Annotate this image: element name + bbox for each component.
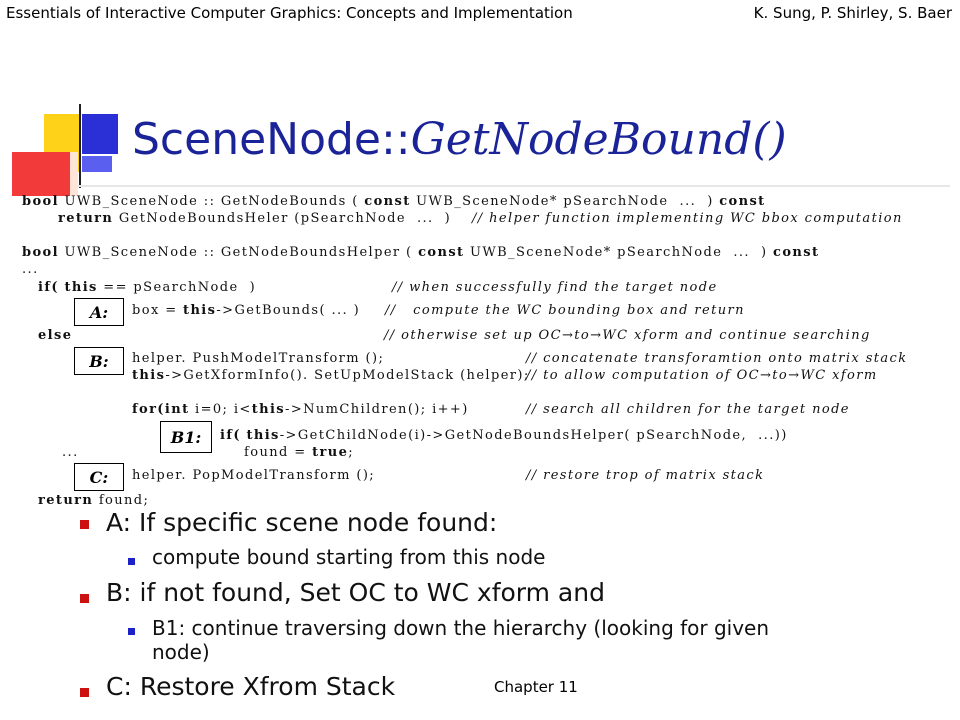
bullet-b1-line1: B1: continue traversing down the hierarchy (looking for given bbox=[152, 616, 770, 640]
decor-blue-small-block bbox=[82, 156, 112, 172]
slide-title bbox=[132, 114, 787, 165]
sub-bullet-marker bbox=[128, 628, 135, 635]
decor-red-fade bbox=[70, 152, 78, 196]
code-label-a: A: bbox=[74, 298, 124, 326]
code-line-10: for(int i=0; i<this->NumChildren(); i++) bbox=[132, 402, 469, 417]
code-line-6: box = this->GetBounds( ... ) bbox=[132, 303, 361, 318]
title-prefix: SceneNode:: bbox=[132, 114, 411, 165]
code-line-10-comment: // search all children for the target node bbox=[526, 402, 850, 417]
code-line-4: ... bbox=[22, 262, 39, 277]
bullet-b: B: if not found, Set OC to WC xform and bbox=[106, 578, 605, 607]
code-line-7-comment: // otherwise set up OC→to→WC xform and continue searching bbox=[384, 328, 871, 343]
footer-chapter: Chapter 11 bbox=[494, 678, 578, 696]
code-label-c: C: bbox=[74, 463, 124, 491]
bullet-marker bbox=[80, 688, 89, 697]
title-function: GetNodeBound() bbox=[410, 114, 787, 165]
code-line-14: helper. PopModelTransform (); bbox=[132, 468, 376, 483]
bullet-marker bbox=[80, 594, 89, 603]
decor-red-block bbox=[12, 152, 76, 196]
bullet-a: A: If specific scene node found: bbox=[106, 508, 498, 537]
code-line-5: if( this == pSearchNode ) bbox=[38, 280, 257, 295]
sub-bullet-marker bbox=[128, 558, 135, 565]
title-rule bbox=[78, 185, 950, 187]
code-line-15: return found; bbox=[38, 493, 150, 508]
code-line-6-comment: // compute the WC bounding box and return bbox=[385, 303, 745, 318]
code-line-5-comment: // when successfully find the target node bbox=[392, 280, 718, 295]
code-line-8: helper. PushModelTransform (); bbox=[132, 351, 385, 366]
code-line-1: bool UWB_SceneNode :: GetNodeBounds ( const UWB_SceneNode* pSearchNode ... ) const bbox=[22, 194, 766, 209]
code-line-3: bool UWB_SceneNode :: GetNodeBoundsHelper ( const UWB_SceneNode* pSearchNode ... ) const bbox=[22, 245, 820, 260]
bullet-marker bbox=[80, 520, 89, 529]
code-line-12: found = true; bbox=[244, 445, 355, 460]
code-line-2-comment: // helper function implementing WC bbox computation bbox=[472, 211, 903, 226]
code-line-8-comment: // concatenate transforamtion onto matrix stack bbox=[526, 351, 908, 366]
code-line-9-comment: // to allow computation of OC→to→WC xform bbox=[526, 368, 878, 383]
code-line-11: if( this->GetChildNode(i)->GetNodeBoundsHelper( pSearchNode, ...)) bbox=[220, 428, 788, 443]
code-line-2: return GetNodeBoundsHeler (pSearchNode ... ) bbox=[58, 211, 452, 226]
code-line-7: else bbox=[38, 328, 73, 343]
code-label-b: B: bbox=[74, 347, 124, 375]
bullet-b1-line2: node) bbox=[152, 640, 210, 664]
header-authors: K. Sung, P. Shirley, S. Baer bbox=[753, 4, 952, 22]
decor-blue-block bbox=[82, 114, 118, 154]
code-line-9: this->GetXformInfo(). SetUpModelStack (helper); bbox=[132, 368, 530, 383]
code-line-14-comment: // restore trop of matrix stack bbox=[526, 468, 765, 483]
bullet-c: C: Restore Xfrom Stack bbox=[106, 672, 396, 701]
bullet-a1: compute bound starting from this node bbox=[152, 545, 546, 569]
header-book-title: Essentials of Interactive Computer Graphics: Concepts and Implementation bbox=[6, 4, 573, 22]
decor-vertical-line bbox=[79, 104, 81, 188]
code-line-13: ... bbox=[62, 445, 79, 460]
code-label-b1: B1: bbox=[160, 421, 212, 453]
